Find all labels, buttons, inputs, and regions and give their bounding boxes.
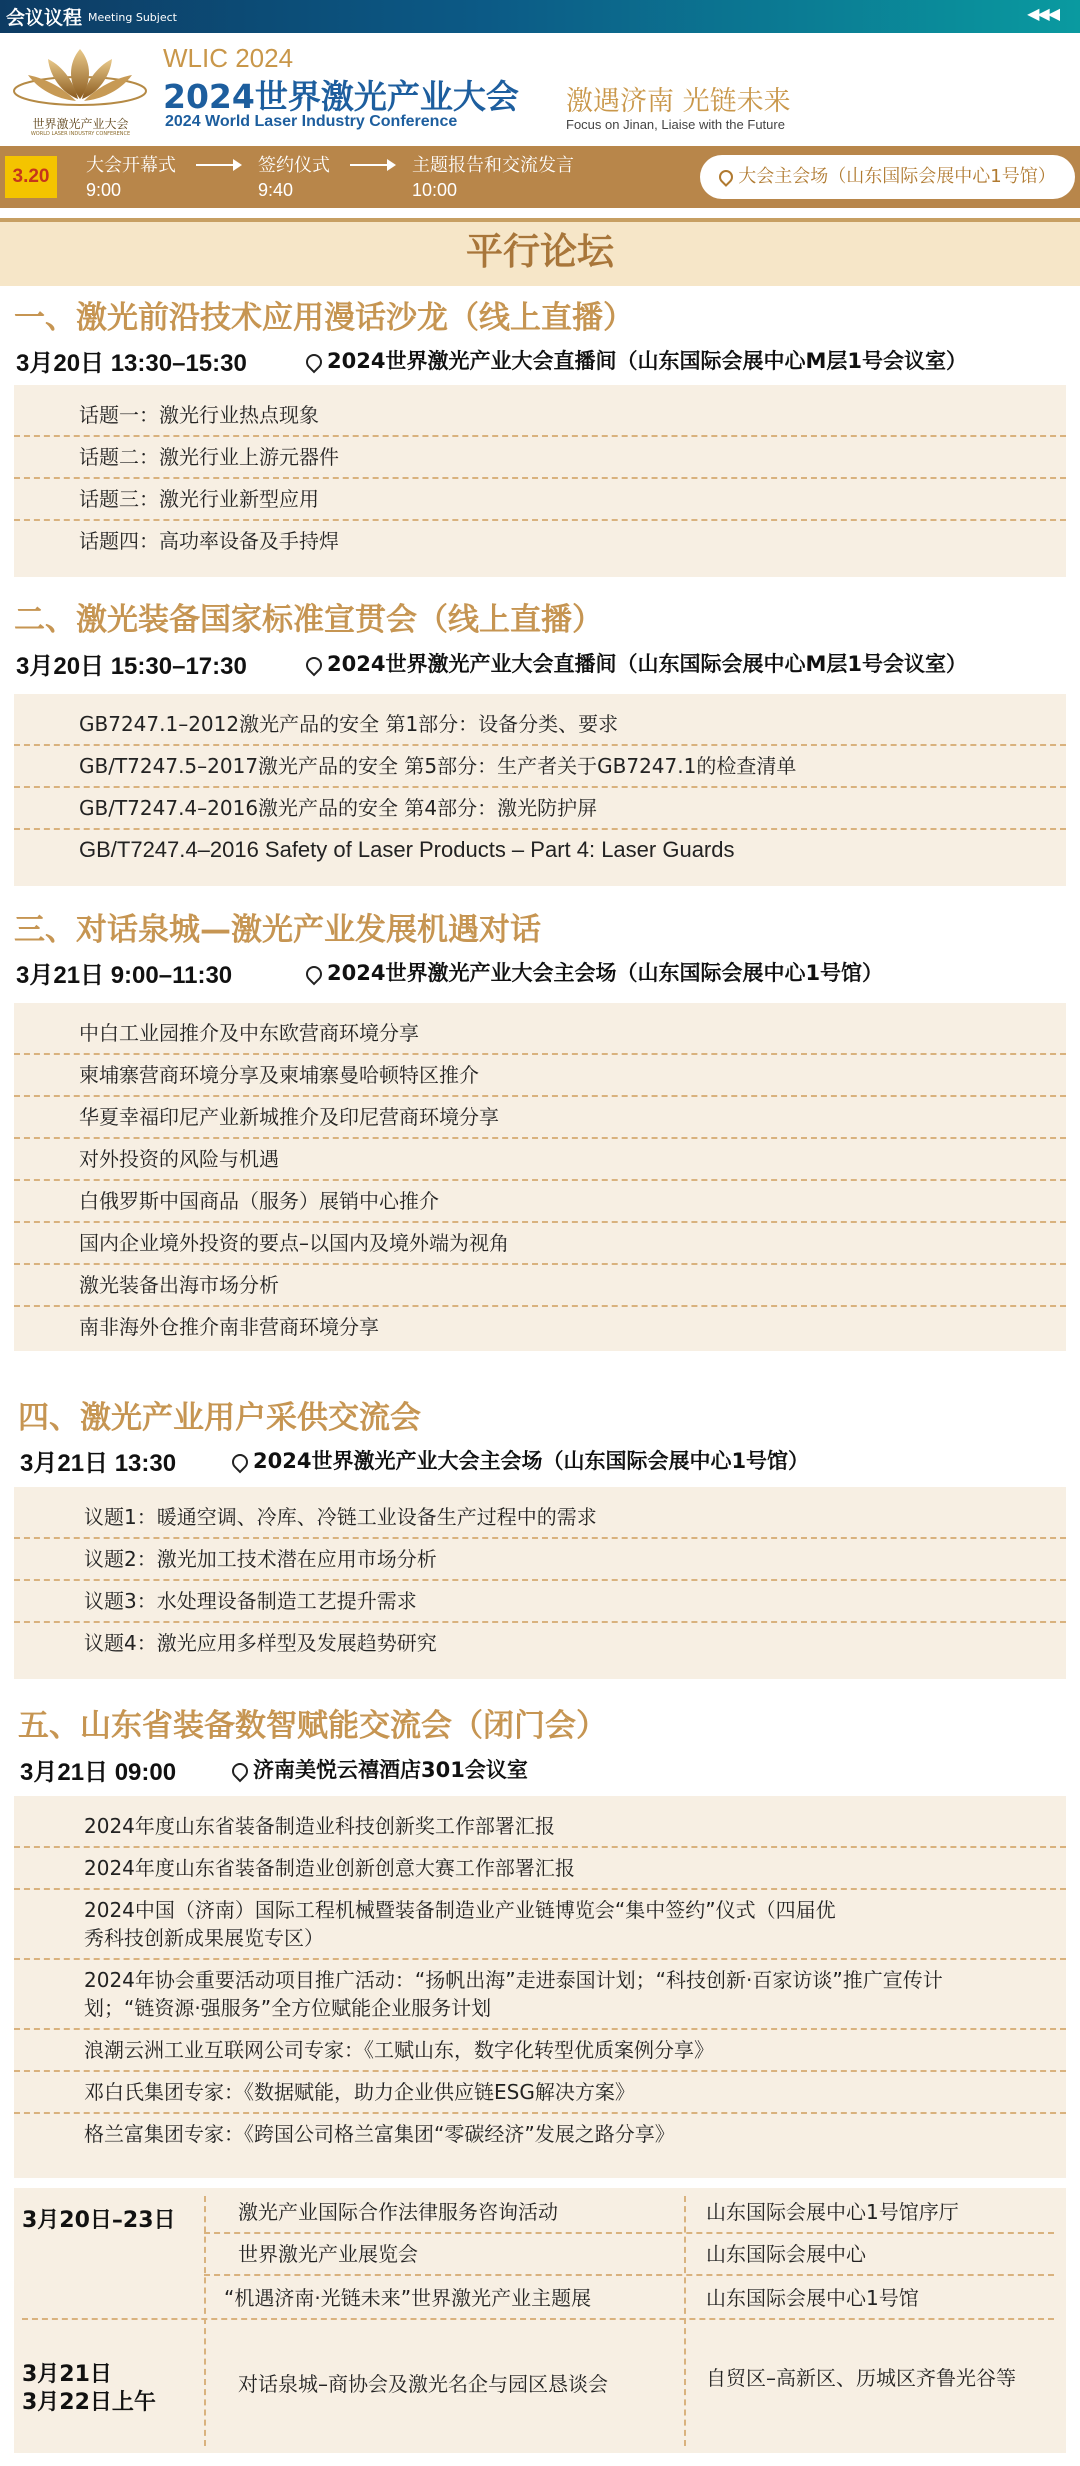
location-pin-icon	[716, 167, 736, 187]
list-item: 柬埔寨营商环境分享及柬埔寨曼哈顿特区推介	[14, 1055, 1066, 1097]
section-date: 3月21日 13:30	[20, 1450, 177, 1477]
schedule-date-badge: 3.20	[5, 156, 57, 198]
section-title: 四、激光产业用户采供交流会	[18, 1400, 421, 1436]
list-item: 议题2：激光加工技术潜在应用市场分析	[14, 1539, 1066, 1581]
arrow-right-icon	[350, 164, 394, 166]
event-venue: 山东国际会展中心1号馆序厅	[706, 2200, 959, 2224]
section-date: 3月21日 09:00	[20, 1759, 177, 1786]
section-title: 一、激光前沿技术应用漫话沙龙（线上直播）	[14, 300, 634, 336]
section-date: 3月20日 13:30–15:30	[16, 350, 247, 377]
event-venue: 自贸区–高新区、历城区齐鲁光谷等	[706, 2366, 1016, 2390]
section-meta	[16, 955, 1066, 990]
list-item: 话题四：高功率设备及手持焊	[79, 529, 339, 553]
list-item: 议题3：水处理设备制造工艺提升需求	[14, 1581, 1066, 1623]
list-item: 话题二：激光行业上游元器件	[14, 437, 1066, 479]
section-meta	[20, 1443, 1066, 1478]
section-title: 三、对话泉城—激光产业发展机遇对话	[14, 912, 541, 948]
topbar-title: 会议议程	[6, 7, 83, 29]
list-item: 议题4：激光应用多样型及发展趋势研究	[84, 1631, 437, 1655]
list-item: 2024中国（济南）国际工程机械暨装备制造业产业链博览会“集中签约”仪式（四届优秀科技创新成果展览专区）	[14, 1890, 1066, 1960]
list-item: 南非海外仓推介南非营商环境分享	[79, 1315, 379, 1339]
list-item: 议题1：暖通空调、冷库、冷链工业设备生产过程中的需求	[14, 1497, 1066, 1539]
list-item: 白俄罗斯中国商品（服务）展销中心推介	[14, 1181, 1066, 1223]
section-date: 3月20日 15:30–17:30	[16, 653, 247, 680]
location-pin-icon	[303, 351, 326, 374]
list-item: 国内企业境外投资的要点–以国内及境外端为视角	[14, 1223, 1066, 1265]
list-item: 浪潮云洲工业互联网公司专家：《工赋山东，数字化转型优质案例分享》	[14, 2030, 1066, 2072]
schedule-step	[86, 154, 176, 202]
event-date: 3月21日	[22, 2362, 112, 2387]
list-item: GB/T7247.4–2016激光产品的安全 第4部分：激光防护屏	[14, 788, 1066, 830]
main-venue-pill	[700, 155, 1075, 199]
section-items	[14, 1487, 1066, 1679]
list-item: 2024年度山东省装备制造业科技创新奖工作部署汇报	[14, 1806, 1066, 1848]
schedule-step	[258, 154, 330, 202]
conference-logo	[8, 41, 153, 136]
other-events-table	[14, 2188, 1066, 2453]
list-item: 2024年协会重要活动项目推广活动：“扬帆出海”走进泰国计划；“科技创新·百家访谈”推广宣传计划；“链资源·强服务”全方位赋能企业服务计划	[14, 1960, 1066, 2030]
event-date: 3月22日上午	[22, 2390, 156, 2415]
parallel-forum-banner	[0, 218, 1080, 286]
section-items	[14, 1003, 1066, 1351]
list-item: 对外投资的风险与机遇	[14, 1139, 1066, 1181]
table-divider	[204, 2274, 1054, 2276]
step-time: 9:40	[258, 180, 294, 200]
event-date: 3月20日–23日	[22, 2208, 176, 2233]
event-venue: 山东国际会展中心	[706, 2242, 866, 2266]
conference-title-en: 2024 World Laser Industry Conference	[165, 113, 458, 130]
arrow-right-icon	[196, 164, 240, 166]
step-label: 主题报告和交流发言	[412, 155, 574, 176]
list-item: 邓白氏集团专家：《数据赋能，助力企业供应链ESG解决方案》	[14, 2072, 1066, 2114]
wlic-label: WLIC 2024	[163, 43, 294, 73]
slogan-en: Focus on Jinan, Liaise with the Future	[566, 117, 785, 132]
section-date: 3月21日 9:00–11:30	[16, 962, 233, 989]
list-item: GB7247.1–2012激光产品的安全 第1部分：设备分类、要求	[14, 704, 1066, 746]
lotus-logo-icon	[8, 41, 153, 121]
table-divider	[204, 2232, 1054, 2234]
parallel-forum-title: 平行论坛	[466, 230, 614, 273]
section-location: 2024世界激光产业大会直播间（山东国际会展中心M层1号会议室）	[327, 652, 967, 676]
topbar-subtitle: Meeting Subject	[88, 11, 177, 24]
section-meta	[16, 343, 1066, 378]
schedule-step	[412, 154, 574, 202]
step-time: 10:00	[412, 180, 458, 200]
section-items	[14, 694, 1066, 886]
conference-title: 2024世界激光产业大会	[163, 77, 519, 116]
list-item: GB/T7247.5–2017激光产品的安全 第5部分：生产者关于GB7247.1的检查清单	[14, 746, 1066, 788]
location-pin-icon	[303, 654, 326, 677]
section-title: 五、山东省装备数智赋能交流会（闭门会）	[18, 1708, 607, 1744]
location-pin-icon	[229, 1451, 252, 1474]
step-label: 签约仪式	[258, 155, 330, 176]
step-label: 大会开幕式	[86, 155, 176, 176]
event-name: 对话泉城–商协会及激光名企与园区恳谈会	[238, 2372, 608, 2396]
list-item: 中白工业园推介及中东欧营商环境分享	[14, 1013, 1066, 1055]
section-location: 济南美悦云禧酒店301会议室	[253, 1758, 528, 1782]
logo-text: 世界激光产业大会	[32, 117, 129, 131]
logo-subtext: WORLD LASER INDUSTRY CONFERENCE	[30, 131, 131, 137]
event-name: 激光产业国际合作法律服务咨询活动	[238, 2200, 558, 2224]
list-item: 2024年度山东省装备制造业创新创意大赛工作部署汇报	[14, 1848, 1066, 1890]
event-venue: 山东国际会展中心1号馆	[706, 2286, 919, 2310]
section-location: 2024世界激光产业大会主会场（山东国际会展中心1号馆）	[253, 1449, 810, 1473]
section-location: 2024世界激光产业大会直播间（山东国际会展中心M层1号会议室）	[327, 349, 967, 373]
location-pin-icon	[229, 1760, 252, 1783]
event-name: “机遇济南·光链未来”世界激光产业主题展	[224, 2286, 592, 2310]
section-items	[14, 385, 1066, 577]
list-item: 话题三：激光行业新型应用	[14, 479, 1066, 521]
main-venue-label: 大会主会场（山东国际会展中心1号馆）	[738, 166, 1056, 187]
section-location: 2024世界激光产业大会主会场（山东国际会展中心1号馆）	[327, 961, 884, 985]
event-name: 世界激光产业展览会	[238, 2242, 418, 2266]
list-item: 格兰富集团专家：《跨国公司格兰富集团“零碳经济”发展之路分享》	[84, 2122, 675, 2146]
section-items	[14, 1796, 1066, 2178]
list-item: 激光装备出海市场分析	[14, 1265, 1066, 1307]
table-divider	[22, 2318, 1054, 2320]
list-item: 华夏幸福印尼产业新城推介及印尼营商环境分享	[14, 1097, 1066, 1139]
conference-header	[0, 33, 1080, 145]
list-item: GB/T7247.4–2016 Safety of Laser Products – Part 4: Laser Guards	[79, 837, 735, 862]
slogan: 激遇济南 光链未来	[566, 86, 791, 117]
section-meta	[16, 646, 1066, 681]
section-meta	[20, 1752, 1066, 1787]
step-time: 9:00	[86, 180, 122, 200]
section-title: 二、激光装备国家标准宣贯会（线上直播）	[14, 602, 603, 638]
opening-schedule-band	[0, 146, 1080, 208]
list-item: 话题一：激光行业热点现象	[14, 395, 1066, 437]
back-arrows-icon[interactable]: ◀◀◀	[1027, 4, 1058, 23]
top-bar	[0, 0, 1080, 33]
location-pin-icon	[303, 963, 326, 986]
